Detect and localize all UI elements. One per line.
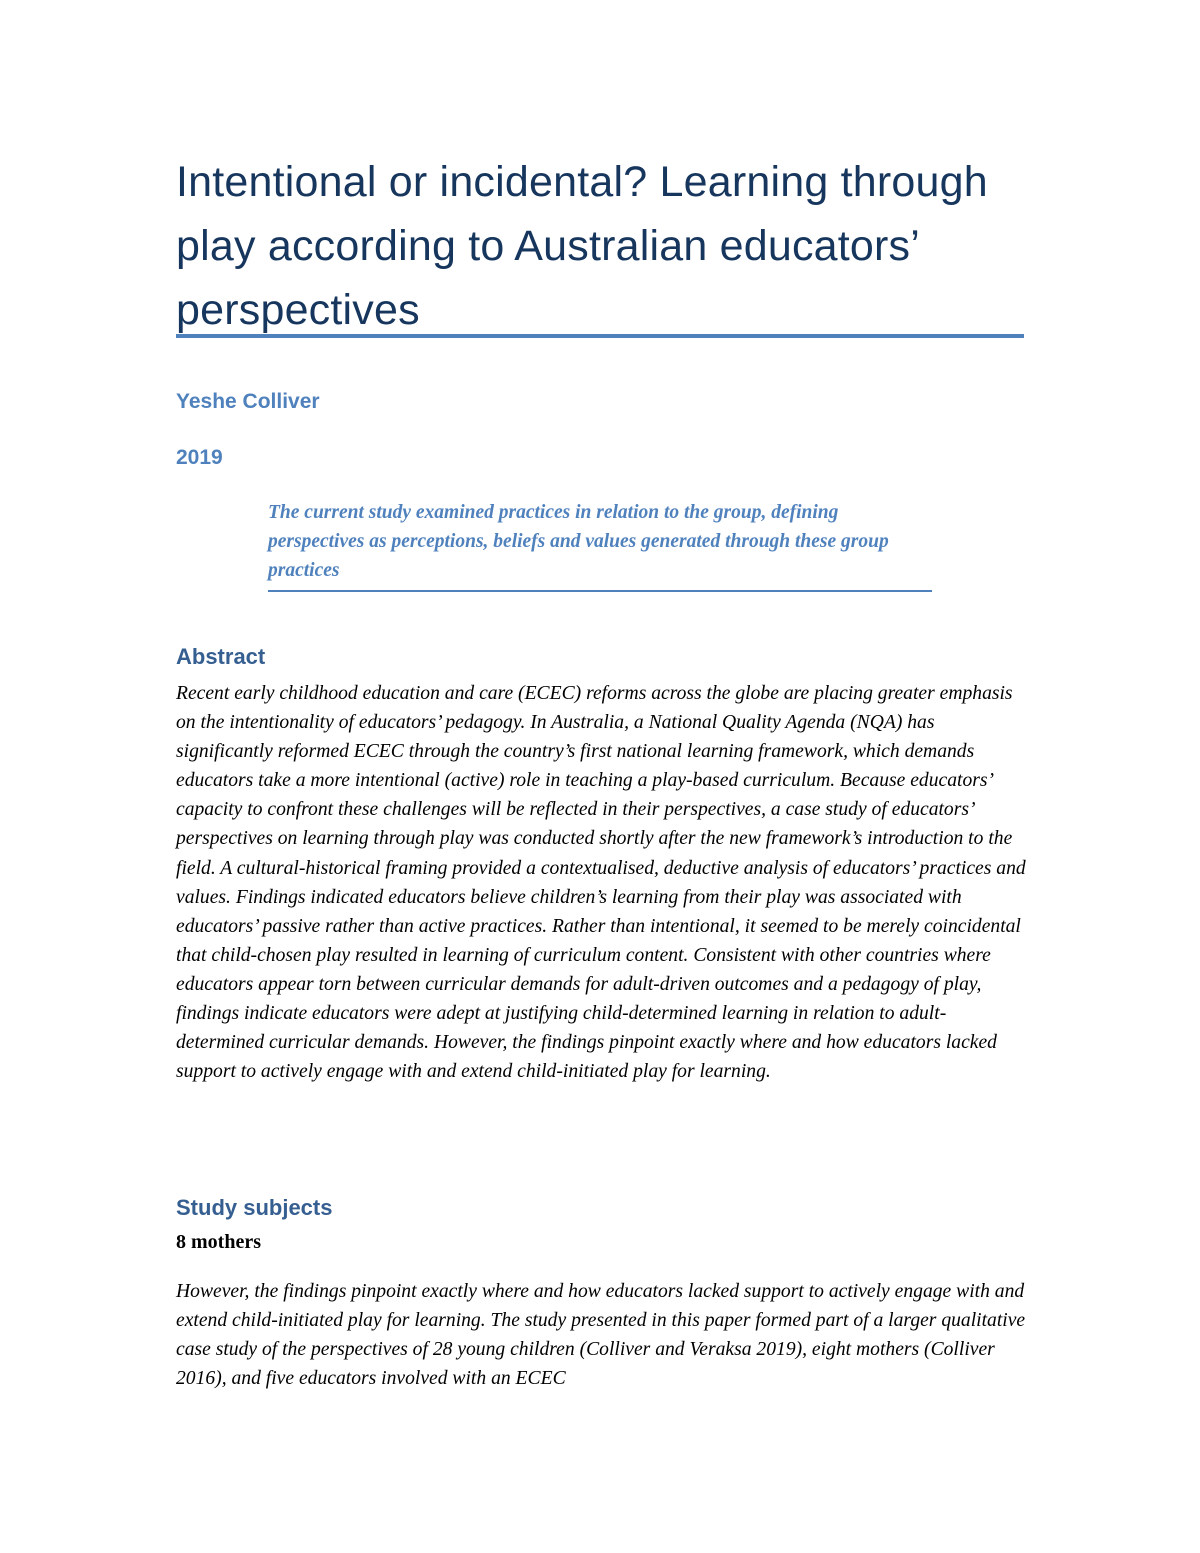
author-name: Yeshe Colliver	[176, 390, 320, 413]
abstract-heading: Abstract	[176, 644, 266, 669]
document-title: Intentional or incidental? Learning through play according to Australian educators’ perspectives	[176, 158, 988, 334]
study-subjects-value: 8 mothers	[176, 1231, 261, 1253]
title-divider	[176, 334, 1024, 338]
publication-year: 2019	[176, 446, 223, 469]
pull-quote-divider	[268, 590, 932, 592]
body-paragraph: However, the findings pinpoint exactly where and how educators lacked support to actively engage with and extend child-initiated play for learning. The study presented in this paper formed part of a larger qualitative case study of the perspectives of 28 young children (Colliver and Veraksa 2019), eight mothers (Colliver 2016), and five educators involved with an ECEC	[176, 1281, 1026, 1390]
abstract-text: Recent early childhood education and care (ECEC) reforms across the globe are placing greater emphasis on the intentionality of educators’ pedagogy. In Australia, a National Quality Agenda (NQA) has significantly reformed ECEC through the country’s first national learning framework, which demands educators take a more intentional (active) role in teaching a play-based curriculum. Because educators’ capacity to confront these challenges will be reflected in their perspectives, a case study of educators’ perspectives on learning through play was conducted shortly after the new framework’s introduction to the field. A cultural-historical framing provided a contextualised, deductive analysis of educators’ practices and values. Findings indicated educators believe children’s learning from their play was associated with educators’ passive rather than active practices. Rather than intentional, it seemed to be merely coincidental that child-chosen play resulted in learning of curriculum content. Consistent with other countries where educators appear torn between curricular demands for adult-driven outcomes and a pedagogy of play, findings indicate educators were adept at justifying child-determined learning in relation to adult-determined curricular demands. However, the findings pinpoint exactly where and how educators lacked support to actively engage with and extend child-initiated play for learning.	[176, 683, 1026, 1083]
pull-quote: The current study examined practices in relation to the group, defining perspectives as perceptions, beliefs and values generated through these group practices	[268, 502, 889, 581]
study-subjects-heading: Study subjects	[176, 1195, 333, 1220]
